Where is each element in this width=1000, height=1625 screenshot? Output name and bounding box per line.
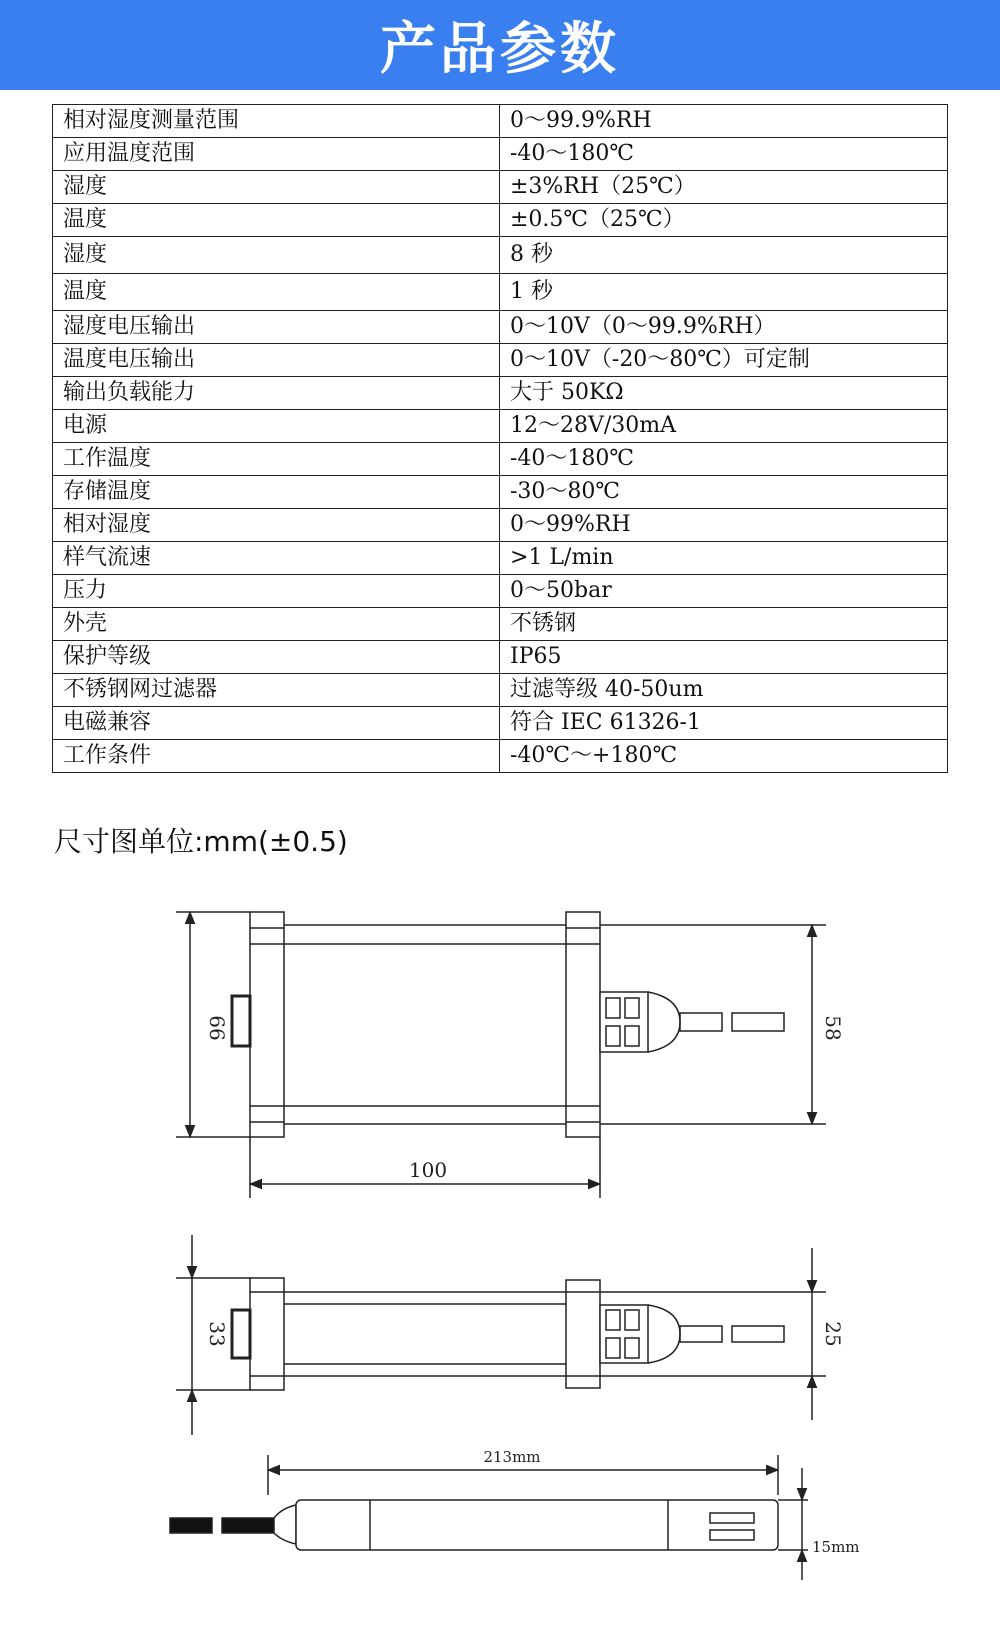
spec-value: -30～80℃ [500, 476, 948, 509]
spec-label: 相对湿度 [53, 509, 500, 542]
table-row [53, 105, 948, 138]
page-title: 产品参数 [380, 17, 620, 82]
dim-213-label: 213mm [483, 1448, 541, 1466]
spec-label: 应用温度范围 [53, 138, 500, 171]
table-row [53, 410, 948, 443]
spec-value: 12～28V/30mA [500, 410, 948, 443]
header-bar [0, 0, 1000, 90]
table-row [53, 344, 948, 377]
spec-label: 不锈钢网过滤器 [53, 674, 500, 707]
table-row [53, 138, 948, 171]
table-row [53, 204, 948, 237]
spec-label: 湿度 [53, 237, 500, 274]
table-row [53, 274, 948, 311]
spec-value: 1 秒 [500, 274, 948, 311]
spec-table [52, 104, 948, 773]
table-row [53, 542, 948, 575]
spec-value: 0～10V（-20～80℃）可定制 [500, 344, 948, 377]
dim-15-label: 15mm [812, 1538, 860, 1556]
spec-value: >1 L/min [500, 542, 948, 575]
spec-label: 存储温度 [53, 476, 500, 509]
dim-33-label: 33 [205, 1321, 229, 1347]
dim-100-label: 100 [408, 1158, 448, 1182]
spec-label: 电源 [53, 410, 500, 443]
table-row [53, 476, 948, 509]
table-row [53, 237, 948, 274]
spec-value: IP65 [500, 641, 948, 674]
dimension-title: 尺寸图单位:mm(±0.5) [54, 825, 348, 858]
side-view [176, 1235, 826, 1435]
dim-25-label: 25 [821, 1321, 845, 1347]
top-view [176, 912, 826, 1198]
spec-value: 大于 50KΩ [500, 377, 948, 410]
table-row [53, 171, 948, 204]
probe-view [170, 1455, 808, 1580]
spec-value: 过滤等级 40-50um [500, 674, 948, 707]
table-row [53, 575, 948, 608]
spec-label: 温度 [53, 204, 500, 237]
spec-value: ±3%RH（25℃） [500, 171, 948, 204]
table-row [53, 509, 948, 542]
spec-value: 0～10V（0～99.9%RH） [500, 311, 948, 344]
spec-label: 湿度 [53, 171, 500, 204]
spec-label: 电磁兼容 [53, 707, 500, 740]
spec-label: 湿度电压输出 [53, 311, 500, 344]
spec-label: 样气流速 [53, 542, 500, 575]
spec-label: 相对湿度测量范围 [53, 105, 500, 138]
table-row [53, 674, 948, 707]
dimension-drawing [0, 880, 1000, 1625]
table-row [53, 707, 948, 740]
spec-label: 工作温度 [53, 443, 500, 476]
spec-value: -40～180℃ [500, 138, 948, 171]
table-row [53, 608, 948, 641]
table-row [53, 641, 948, 674]
spec-value: -40～180℃ [500, 443, 948, 476]
spec-value: -40℃～+180℃ [500, 740, 948, 773]
table-row [53, 443, 948, 476]
spec-value: 0～99%RH [500, 509, 948, 542]
spec-value: 8 秒 [500, 237, 948, 274]
table-row [53, 377, 948, 410]
table-row [53, 311, 948, 344]
spec-value: 符合 IEC 61326-1 [500, 707, 948, 740]
table-row [53, 740, 948, 773]
spec-value: 不锈钢 [500, 608, 948, 641]
spec-value: ±0.5℃（25℃） [500, 204, 948, 237]
spec-label: 保护等级 [53, 641, 500, 674]
spec-label: 输出负载能力 [53, 377, 500, 410]
spec-value: 0～50bar [500, 575, 948, 608]
dim-66-label: 66 [205, 1015, 229, 1041]
spec-label: 压力 [53, 575, 500, 608]
spec-label: 温度电压输出 [53, 344, 500, 377]
spec-label: 温度 [53, 274, 500, 311]
dim-58-label: 58 [821, 1015, 845, 1041]
spec-label: 外壳 [53, 608, 500, 641]
spec-label: 工作条件 [53, 740, 500, 773]
spec-value: 0～99.9%RH [500, 105, 948, 138]
